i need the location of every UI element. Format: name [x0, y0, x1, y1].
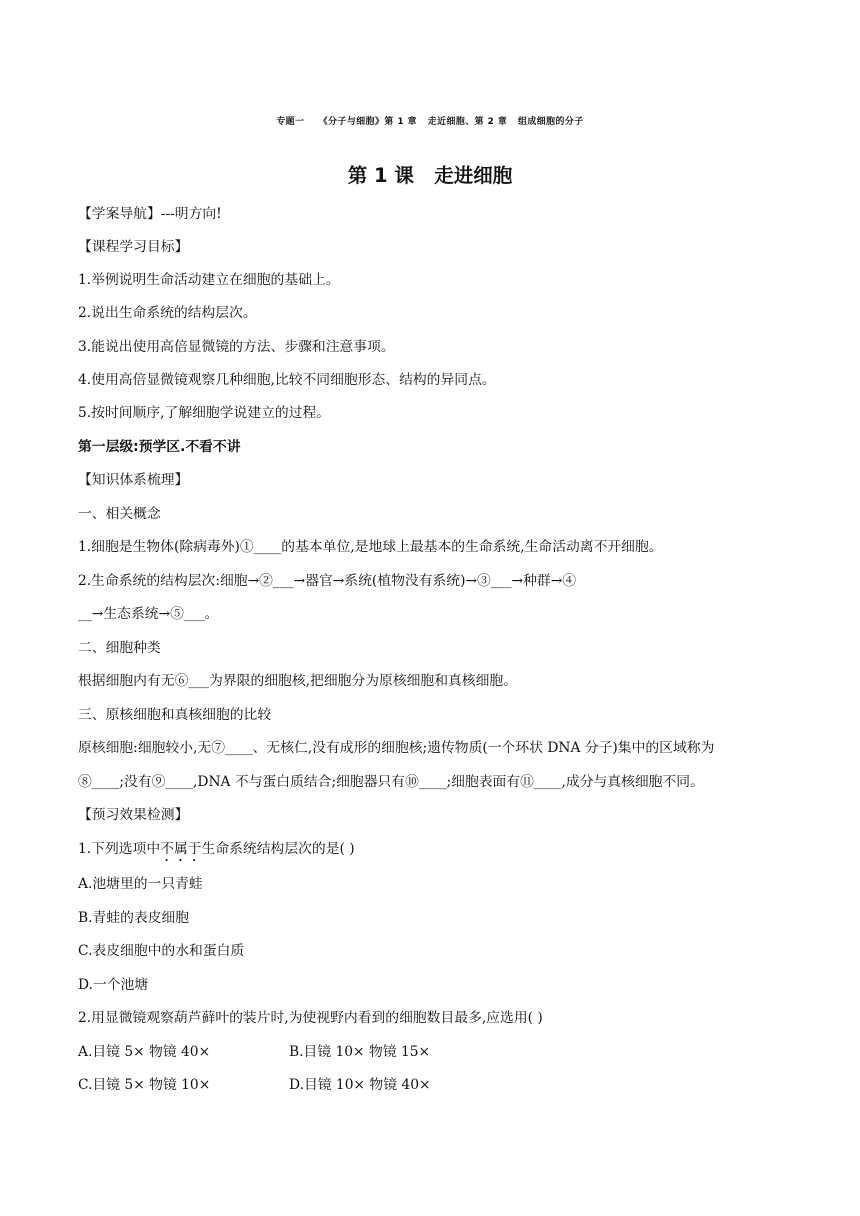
objective-item: 5.按时间顺序,了解细胞学说建立的过程。	[78, 405, 331, 421]
question-1-option-b: B.青蛙的表皮细胞	[78, 910, 190, 926]
question-2-option-b: B.目镜 10× 物镜 15×	[289, 1044, 431, 1060]
fill-blank-item: 根据细胞内有无⑥___为界限的细胞核,把细胞分为原核细胞和真核细胞。	[78, 673, 517, 689]
fill-blank-item: 1.细胞是生物体(除病毒外)①____的基本单位,是地球上最基本的生命系统,生命活动离不开细胞。	[78, 539, 663, 555]
question-1-stem: 1.下列选项中不属于生命系统结构层次的是( )	[78, 841, 355, 857]
question-1-option-c: C.表皮细胞中的水和蛋白质	[78, 943, 245, 959]
fill-blank-item: 2.生命系统的结构层次:细胞→②___→器官→系统(植物没有系统)→③___→种群→④	[78, 573, 577, 589]
section-label-objectives: 【课程学习目标】	[78, 239, 189, 255]
doc-title: 专题一 《分子与细胞》第 1 章 走近细胞、第 2 章 组成细胞的分子	[276, 117, 584, 127]
objective-item: 3.能说出使用高倍显微镜的方法、步骤和注意事项。	[78, 339, 395, 355]
subheading-concepts: 一、相关概念	[78, 506, 161, 522]
question-2-option-c: C.目镜 5× 物镜 10×	[78, 1077, 211, 1093]
subheading-comparison: 三、原核细胞和真核细胞的比较	[78, 707, 272, 723]
question-2-stem: 2.用显微镜观察葫芦藓叶的装片时,为使视野内看到的细胞数目最多,应选用( )	[78, 1010, 543, 1026]
question-1-option-d: D.一个池塘	[78, 977, 149, 993]
fill-blank-continuation: ⑧____;没有⑨____,DNA 不与蛋白质结合;细胞器只有⑩____;细胞表面有⑪____,成分与真核细胞不同。	[78, 774, 704, 790]
objective-item: 1.举例说明生命活动建立在细胞的基础上。	[78, 272, 340, 288]
objective-item: 4.使用高倍显微镜观察几种细胞,比较不同细胞形态、结构的异同点。	[78, 372, 496, 388]
question-2-option-a: A.目镜 5× 物镜 40×	[78, 1044, 211, 1060]
subheading-cell-types: 二、细胞种类	[78, 640, 161, 656]
fill-blank-item: 原核细胞:细胞较小,无⑦____、无核仁,没有成形的细胞核;遗传物质(一个环状 DNA 分子)集中的区域称为	[78, 740, 715, 756]
question-2-option-d: D.目镜 10× 物镜 40×	[289, 1077, 431, 1093]
emphasis-not-belong: 不属于	[160, 841, 202, 857]
fill-blank-continuation: __→生态系统→⑤___。	[78, 606, 219, 622]
section-label-guide: 【学案导航】---明方向!	[78, 206, 222, 222]
section-label-knowledge: 【知识体系梳理】	[78, 472, 189, 488]
level-heading: 第一层级:预学区.不看不讲	[78, 439, 241, 455]
question-1-option-a: A.池塘里的一只青蛙	[78, 876, 203, 892]
section-label-check: 【预习效果检测】	[78, 807, 189, 823]
lesson-title: 第 1 课 走进细胞	[347, 164, 513, 187]
objective-item: 2.说出生命系统的结构层次。	[78, 305, 257, 321]
